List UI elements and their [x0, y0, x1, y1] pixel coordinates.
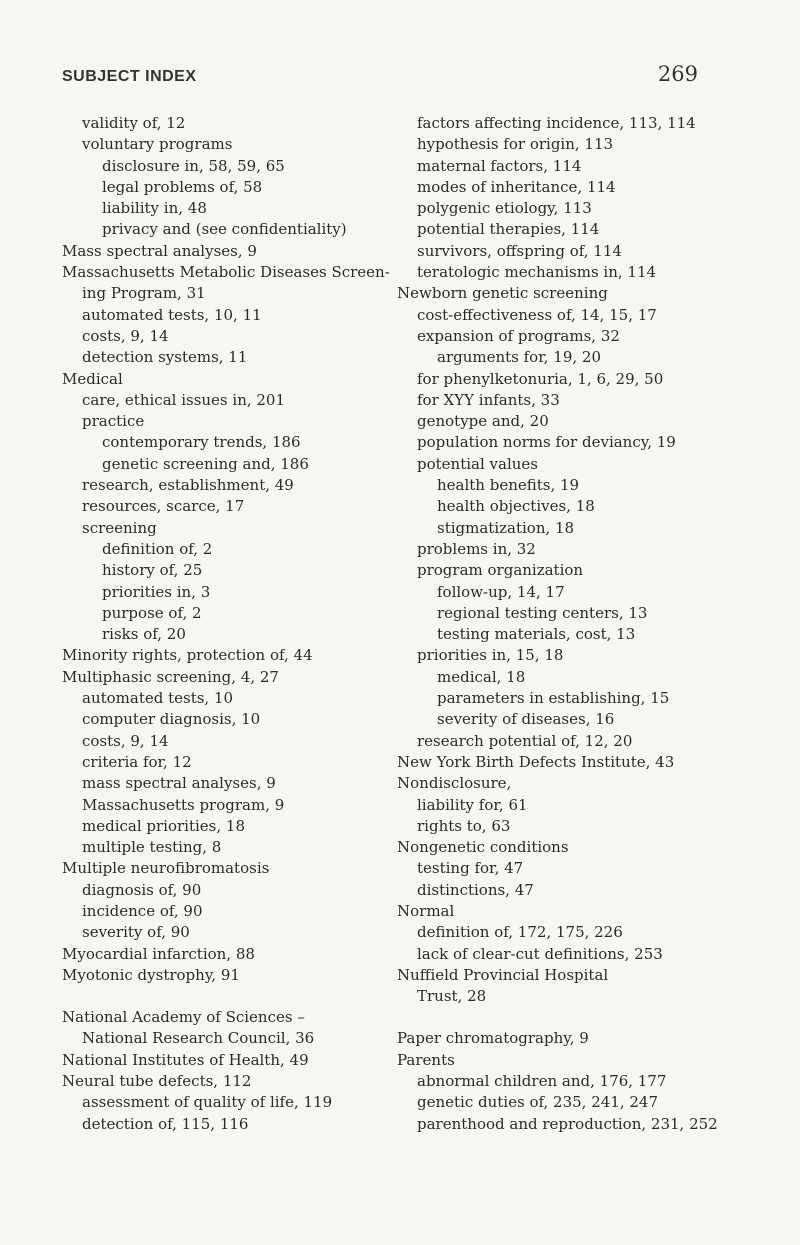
index-entry: health objectives, 18: [437, 497, 595, 516]
index-entry: diagnosis of, 90: [82, 880, 202, 899]
index-entry: Paper chromatography, 9: [397, 1029, 589, 1048]
index-entry: lack of clear-cut definitions, 253: [417, 944, 663, 963]
index-entry: Multiphasic screening, 4, 27: [62, 667, 279, 686]
entry-gap: [397, 1007, 757, 1028]
index-entry: research, establishment, 49: [82, 476, 294, 495]
index-entry: Nondisclosure,: [397, 774, 512, 793]
index-entry: parameters in establishing, 15: [437, 689, 670, 708]
index-entry: validity of, 12: [82, 114, 186, 132]
index-entry: National Academy of Sciences –: [62, 1008, 305, 1027]
index-entry: regional testing centers, 13: [437, 603, 648, 622]
index-entry: detection of, 115, 116: [82, 1114, 249, 1133]
index-entry: genotype and, 20: [417, 412, 549, 431]
index-entry: genetic screening and, 186: [102, 454, 309, 473]
index-entry: Mass spectral analyses, 9: [62, 241, 257, 260]
index-entry: National Institutes of Health, 49: [62, 1050, 309, 1069]
index-entry: Medical: [62, 369, 123, 388]
index-entry: potential values: [417, 454, 538, 473]
page-number: 269: [657, 62, 698, 86]
index-entry: Massachusetts program, 9: [82, 795, 285, 814]
index-entry: ing Program, 31: [82, 284, 206, 303]
index-entry: Nongenetic conditions: [397, 838, 569, 857]
index-entry: Myotonic dystrophy, 91: [62, 965, 240, 984]
index-entry: rights to, 63: [417, 816, 511, 835]
index-column-left: [62, 113, 392, 1135]
index-entry: priorities in, 15, 18: [417, 646, 564, 665]
index-entry: disclosure in, 58, 59, 65: [102, 156, 285, 175]
index-entry: multiple testing, 8: [82, 838, 222, 857]
index-entry: population norms for deviancy, 19: [417, 433, 676, 452]
index-entry: incidence of, 90: [82, 901, 203, 920]
index-entry: priorities in, 3: [102, 582, 211, 601]
index-entry: severity of, 90: [82, 923, 190, 942]
index-entry: polygenic etiology, 113: [417, 199, 592, 218]
index-entry: Nuffield Provincial Hospital: [397, 965, 609, 984]
index-entry: for phenylketonuria, 1, 6, 29, 50: [417, 369, 664, 388]
index-entry: testing for, 47: [417, 859, 524, 878]
entry-gap: [62, 986, 392, 1007]
index-entry: cost-effectiveness of, 14, 15, 17: [417, 305, 657, 324]
index-entry: resources, scarce, 17: [82, 497, 245, 516]
index-entry: practice: [82, 412, 145, 431]
index-entry: purpose of, 2: [102, 603, 202, 622]
index-entry: stigmatization, 18: [437, 518, 575, 537]
index-entry: Massachusetts Metabolic Diseases Screen-: [62, 263, 390, 282]
index-entry: screening: [82, 518, 157, 537]
index-entry: program organization: [417, 561, 584, 580]
index-entry: Newborn genetic screening: [397, 284, 608, 303]
index-entry: for XYY infants, 33: [417, 390, 560, 409]
index-entry: care, ethical issues in, 201: [82, 390, 286, 409]
index-entry: contemporary trends, 186: [102, 433, 301, 452]
index-entry: National Research Council, 36: [82, 1029, 315, 1048]
index-entry: New York Birth Defects Institute, 43: [397, 752, 675, 771]
index-entry: health benefits, 19: [437, 476, 580, 495]
index-entry: computer diagnosis, 10: [82, 710, 261, 729]
index-entry: Neural tube defects, 112: [62, 1072, 252, 1091]
index-entry: survivors, offspring of, 114: [417, 241, 622, 260]
index-entry: Myocardial infarction, 88: [62, 944, 255, 963]
index-entry: testing materials, cost, 13: [437, 625, 636, 644]
index-entry: medical, 18: [437, 667, 526, 686]
index-entry: distinctions, 47: [417, 880, 534, 899]
index-entry: research potential of, 12, 20: [417, 731, 633, 750]
index-entry: automated tests, 10, 11: [82, 305, 262, 324]
index-entry: genetic duties of, 235, 241, 247: [417, 1093, 658, 1112]
index-entry: hypothesis for origin, 113: [417, 135, 614, 154]
index-entry: risks of, 20: [102, 625, 186, 644]
index-entry: criteria for, 12: [82, 752, 192, 771]
index-entry: arguments for, 19, 20: [437, 348, 601, 367]
index-entry: history of, 25: [102, 561, 203, 580]
index-entry: potential therapies, 114: [417, 220, 600, 239]
index-entry: privacy and (see confidentiality): [102, 220, 347, 239]
page-header: [62, 62, 698, 86]
index-entry: Minority rights, protection of, 44: [62, 646, 313, 665]
index-entry: severity of diseases, 16: [437, 710, 615, 729]
index-entry: modes of inheritance, 114: [417, 177, 616, 196]
index-entry: Multiple neurofibromatosis: [62, 859, 270, 878]
index-entry: automated tests, 10: [82, 689, 234, 708]
index-entry: problems in, 32: [417, 539, 536, 558]
index-entry: mass spectral analyses, 9: [82, 774, 276, 793]
index-entry: expansion of programs, 32: [417, 326, 620, 345]
index-entry: factors affecting incidence, 113, 114: [417, 114, 696, 132]
index-entry: Normal: [397, 901, 455, 920]
index-entry: detection systems, 11: [82, 348, 248, 367]
index-entry: voluntary programs: [82, 135, 233, 154]
index-entry: definition of, 172, 175, 226: [417, 923, 623, 942]
index-column-right: [397, 113, 757, 1135]
index-entry: liability for, 61: [417, 795, 528, 814]
index-entry: Parents: [397, 1050, 455, 1069]
index-entry: teratologic mechanisms in, 114: [417, 263, 657, 282]
index-entry: parenthood and reproduction, 231, 252: [417, 1114, 718, 1133]
index-entry: Trust, 28: [417, 987, 487, 1006]
index-entry: definition of, 2: [102, 539, 213, 558]
index-entry: liability in, 48: [102, 199, 207, 218]
index-entry: abnormal children and, 176, 177: [417, 1072, 667, 1091]
index-entry: legal problems of, 58: [102, 177, 263, 196]
running-head: SUBJECT INDEX: [62, 68, 197, 85]
index-entry: costs, 9, 14: [82, 731, 169, 750]
index-entry: maternal factors, 114: [417, 156, 582, 175]
index-entry: follow-up, 14, 17: [437, 582, 565, 601]
index-entry: costs, 9, 14: [82, 326, 169, 345]
index-entry: medical priorities, 18: [82, 816, 246, 835]
index-entry: assessment of quality of life, 119: [82, 1093, 333, 1112]
